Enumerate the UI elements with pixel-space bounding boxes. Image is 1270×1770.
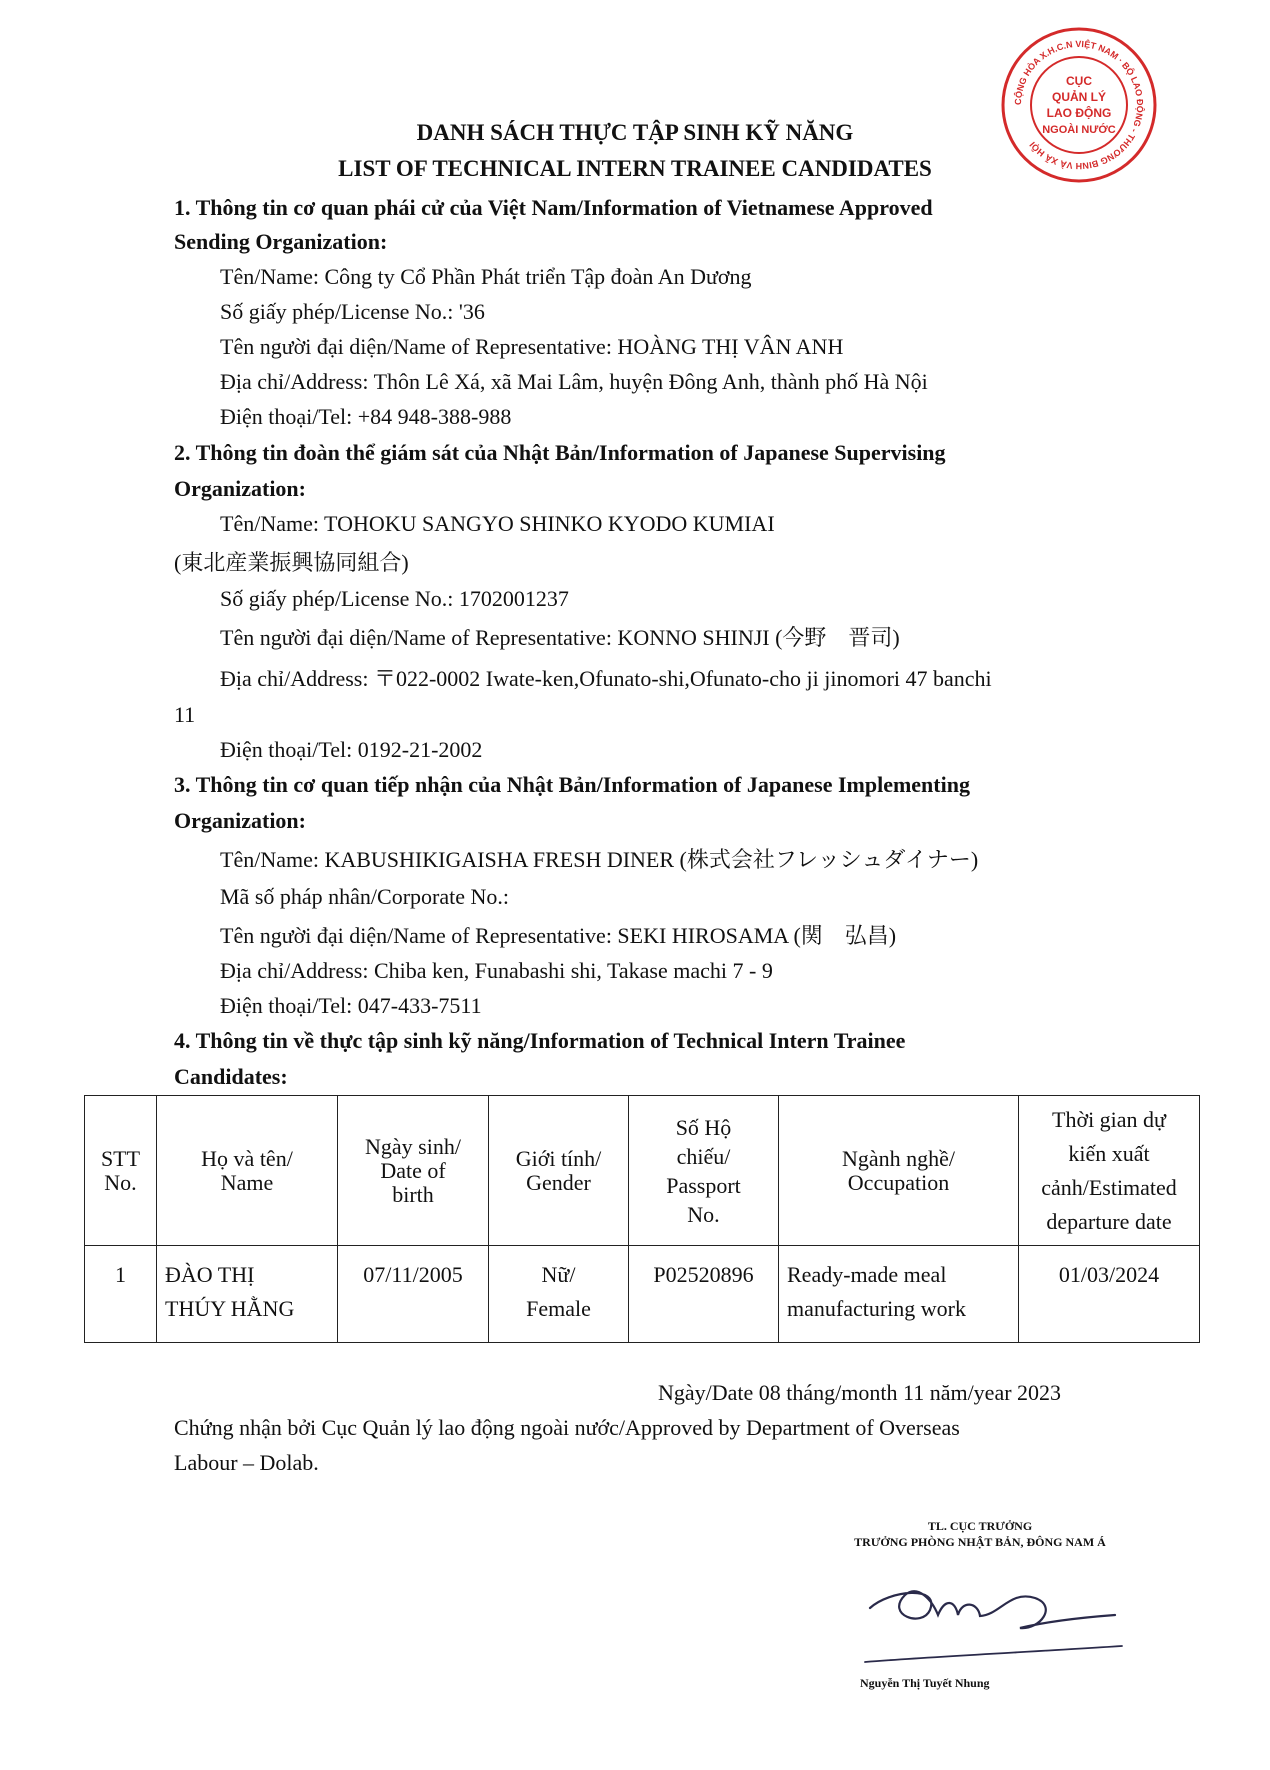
header-name: Họ và tên/ Name <box>157 1096 338 1246</box>
header-departure: Thời gian dự kiến xuất cảnh/Estimated departure date <box>1019 1096 1200 1246</box>
stamp-ring-text: CỘNG HÒA X.H.C.N VIỆT NAM · BỘ LAO ĐỘNG - THƯƠNG BINH VÀ XÃ HỘI <box>1012 38 1146 172</box>
cell-gender: Nữ/ Female <box>489 1246 629 1343</box>
signature-title-line1: TL. CỤC TRƯỞNG <box>927 1519 1033 1533</box>
section1-tel: Điện thoại/Tel: +84 948-388-988 <box>220 404 512 429</box>
header-dob: Ngày sinh/ Date of birth <box>338 1096 489 1246</box>
section4-heading: 4. Thông tin về thực tập sinh kỹ năng/Information of Technical Intern Trainee <box>174 1028 906 1053</box>
section3-tel: Điện thoại/Tel: 047-433-7511 <box>220 993 482 1018</box>
issue-date: Ngày/Date 08 tháng/month 11 năm/year 2023 <box>658 1380 1062 1405</box>
section3-address: Địa chỉ/Address: Chiba ken, Funabashi shi, Takase machi 7 - 9 <box>220 958 773 983</box>
cell-passport: P02520896 <box>629 1246 779 1343</box>
table-row <box>85 1246 1200 1343</box>
section2-name: Tên/Name: TOHOKU SANGYO SHINKO KYODO KUMIAI <box>220 511 775 536</box>
page-title-en: LIST OF TECHNICAL INTERN TRAINEE CANDIDATES <box>338 156 932 181</box>
section2-representative: Tên người đại diện/Name of Representative: KONNO SHINJI (今野 晋司) <box>220 625 900 650</box>
section3-name: Tên/Name: KABUSHIKIGAISHA FRESH DINER (株式会社フレッシュダイナー) <box>220 847 979 872</box>
section3-corporate-no: Mã số pháp nhân/Corporate No.: <box>220 884 509 909</box>
section1-heading-cont: Sending Organization: <box>174 229 388 254</box>
cell-dob: 07/11/2005 <box>338 1246 489 1343</box>
header-passport: Số Hộ chiếu/ Passport No. <box>629 1096 779 1246</box>
cell-stt: 1 <box>85 1246 157 1343</box>
header-occupation: Ngành nghề/ Occupation <box>779 1096 1019 1246</box>
header-gender: Giới tính/ Gender <box>489 1096 629 1246</box>
section2-address-cont: 11 <box>174 702 196 727</box>
stamp-center-line: LAO ĐỘNG <box>1046 106 1112 120</box>
signer-name: Nguyễn Thị Tuyết Nhung <box>860 1676 990 1690</box>
cell-departure: 01/03/2024 <box>1019 1246 1200 1343</box>
stamp-center-line: QUẢN LÝ <box>1052 90 1106 104</box>
signature-title-block <box>760 1518 1200 1550</box>
stamp-center-line: NGOÀI NƯỚC <box>1042 124 1116 136</box>
section2-heading: 2. Thông tin đoàn thể giám sát của Nhật Bản/Information of Japanese Supervising <box>174 440 946 465</box>
section3-heading: 3. Thông tin cơ quan tiếp nhận của Nhật Bản/Information of Japanese Implementing <box>174 772 970 797</box>
section3-heading-cont: Organization: <box>174 808 306 833</box>
page-title-vi: DANH SÁCH THỰC TẬP SINH KỸ NĂNG <box>416 120 854 145</box>
cell-occupation: Ready-made meal manufacturing work <box>779 1246 1019 1343</box>
header-stt: STT No. <box>85 1096 157 1246</box>
section1-heading: 1. Thông tin cơ quan phái cử của Việt Nam/Information of Vietnamese Approved <box>174 195 933 220</box>
approval-statement: Chứng nhận bởi Cục Quản lý lao động ngoài nước/Approved by Department of Overseas <box>174 1415 960 1440</box>
section1-name: Tên/Name: Công ty Cổ Phần Phát triển Tập đoàn An Dương <box>220 264 752 289</box>
section1-license: Số giấy phép/License No.: '36 <box>220 299 485 324</box>
section3-representative: Tên người đại diện/Name of Representative: SEKI HIROSAMA (関 弘昌) <box>220 923 897 948</box>
section4-heading-cont: Candidates: <box>174 1064 288 1089</box>
cell-name: ĐÀO THỊ THÚY HẰNG <box>157 1246 338 1343</box>
section1-address: Địa chỉ/Address: Thôn Lê Xá, xã Mai Lâm, huyện Đông Anh, thành phố Hà Nội <box>220 369 928 394</box>
section2-address: Địa chỉ/Address: 〒022-0002 Iwate-ken,Ofunato-shi,Ofunato-cho ji jinomori 47 banchi <box>220 666 992 691</box>
candidates-table <box>84 1095 1200 1343</box>
stamp-center-line: CỤC <box>1066 74 1092 88</box>
signature-title-line2: TRƯỞNG PHÒNG NHẬT BẢN, ĐÔNG NAM Á <box>854 1535 1106 1549</box>
handwritten-signature <box>860 1560 1130 1680</box>
section2-license: Số giấy phép/License No.: 1702001237 <box>220 586 569 611</box>
section2-tel: Điện thoại/Tel: 0192-21-2002 <box>220 737 483 762</box>
section2-heading-cont: Organization: <box>174 476 306 501</box>
table-header-row <box>85 1096 1200 1246</box>
approval-statement-cont: Labour – Dolab. <box>174 1450 319 1475</box>
section1-representative: Tên người đại diện/Name of Representative: HOÀNG THỊ VÂN ANH <box>220 334 844 359</box>
section2-name-jp: (東北産業振興協同組合) <box>174 550 409 575</box>
